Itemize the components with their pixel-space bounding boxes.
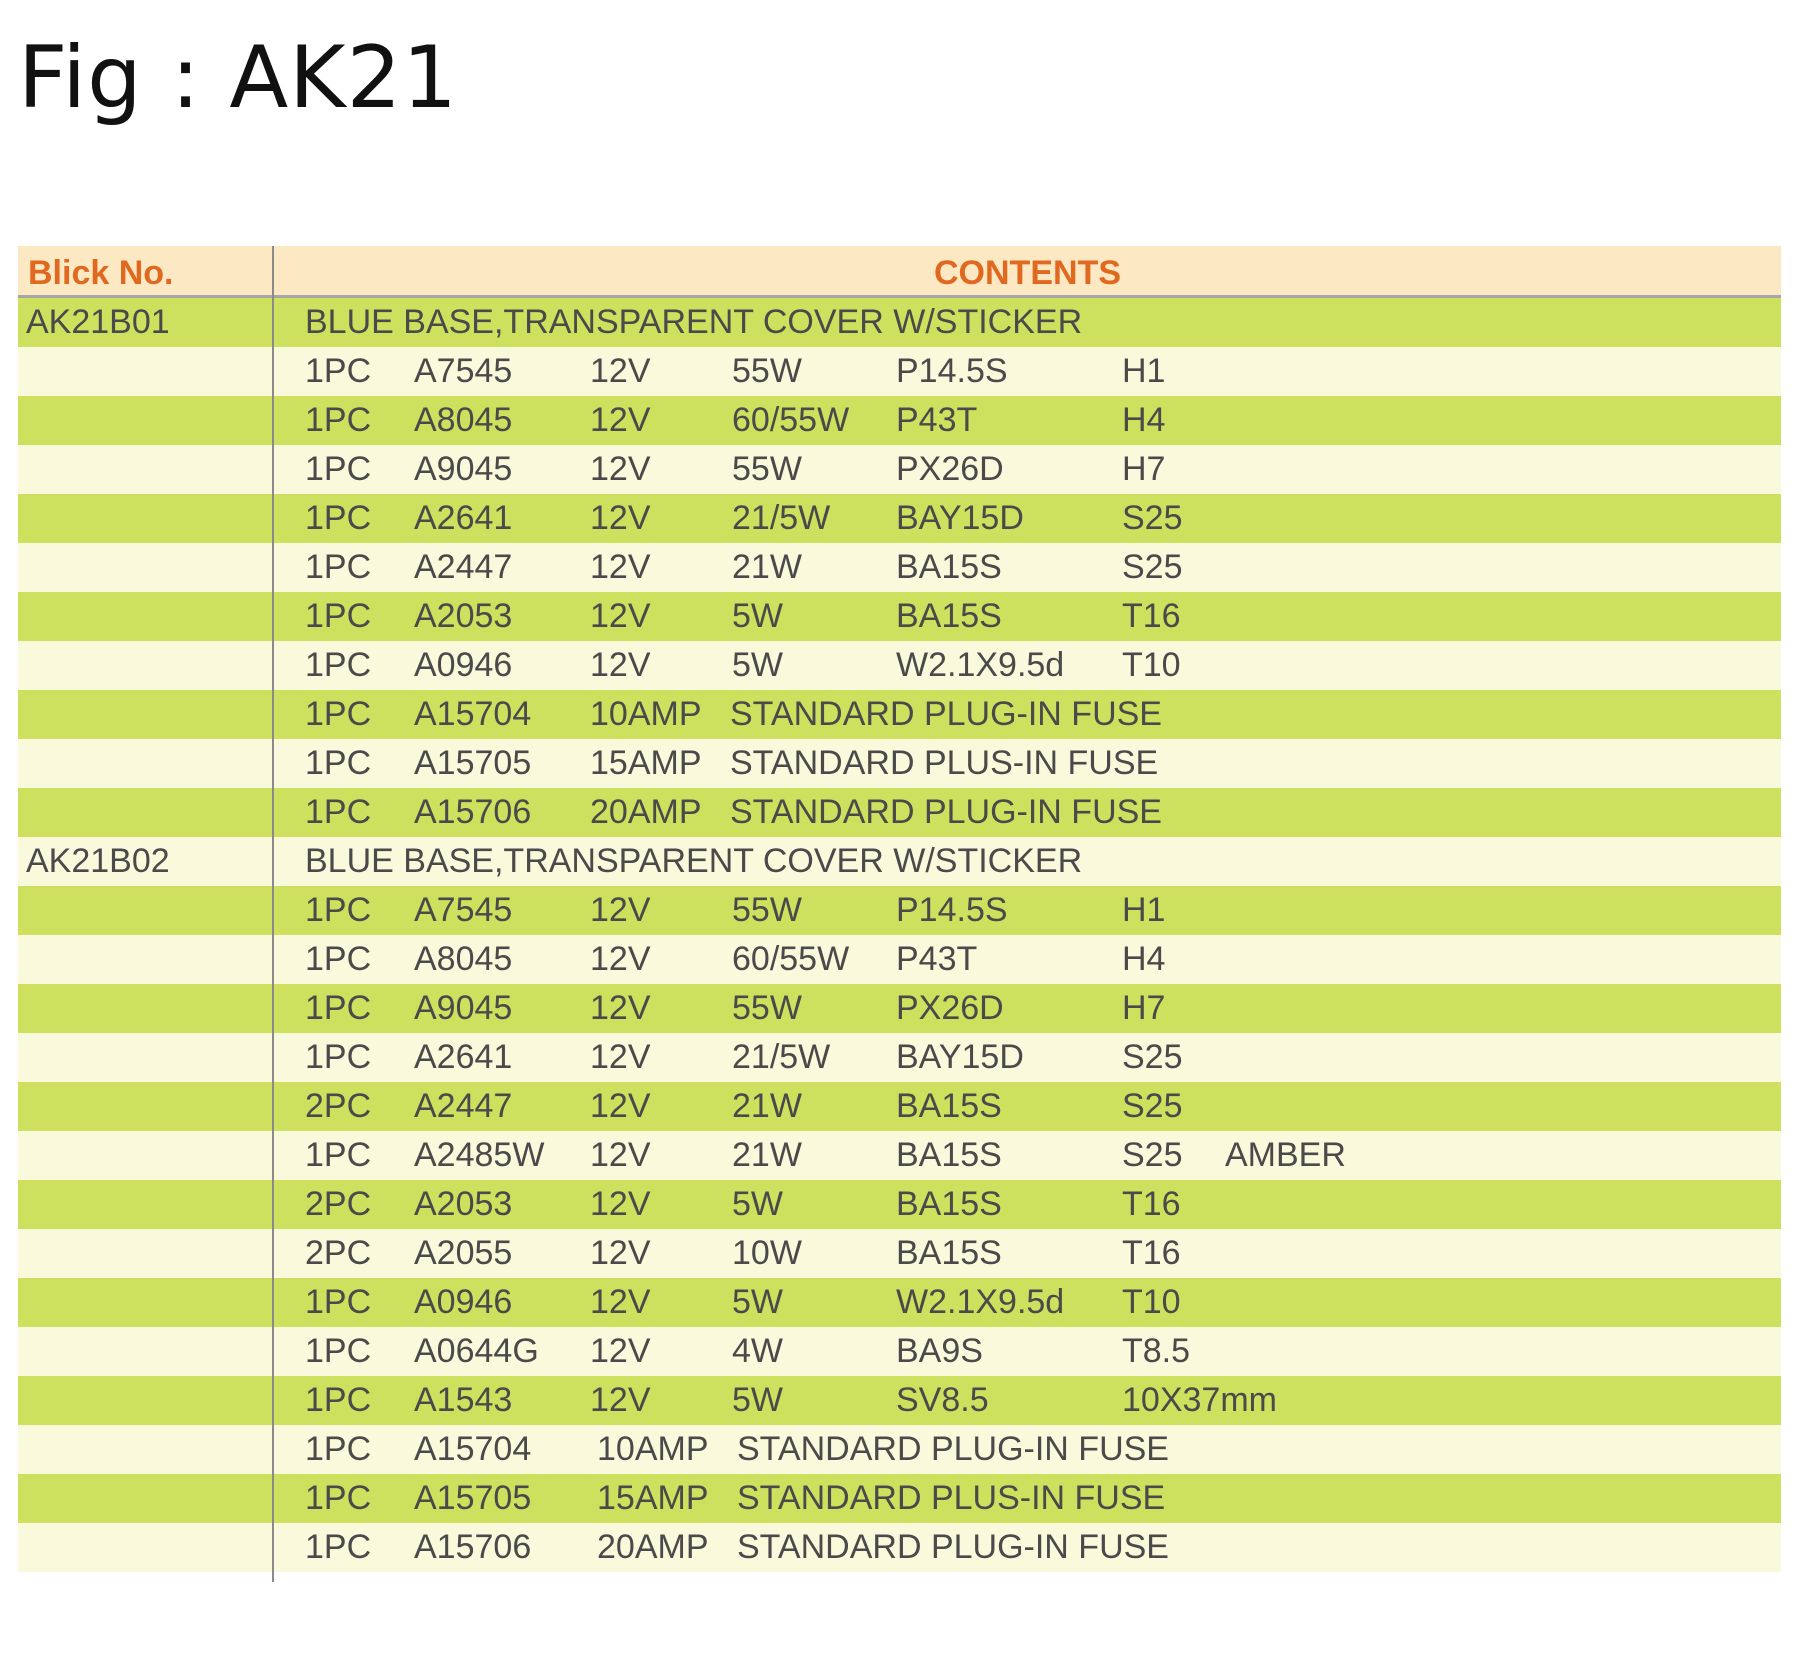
section-header-row [18, 837, 1781, 886]
item-qty: 1PC [305, 401, 372, 439]
item-code: A2447 [414, 1087, 513, 1125]
figure-title: Fig : AK21 [18, 28, 458, 128]
item-voltage: 12V [590, 401, 651, 439]
item-qty: 1PC [305, 450, 372, 488]
section-description: BLUE BASE,TRANSPARENT COVER W/STICKER [305, 303, 1083, 341]
item-type: T16 [1122, 597, 1181, 635]
item-wattage: 5W [732, 1283, 783, 1321]
item-voltage: 12V [590, 1381, 651, 1419]
table-row [18, 984, 1781, 1033]
fuse-code: A15704 [414, 695, 532, 733]
fuse-description: STANDARD PLUG-IN FUSE [730, 793, 1162, 831]
table-row [18, 1376, 1781, 1425]
item-voltage: 12V [590, 1283, 651, 1321]
item-code: A9045 [414, 989, 513, 1027]
item-code: A2641 [414, 499, 513, 537]
fuse-amperage: 20AMP [590, 793, 702, 831]
item-code: A2053 [414, 1185, 513, 1223]
table-row [18, 739, 1781, 788]
table-header [18, 246, 1781, 295]
item-qty: 1PC [305, 1332, 372, 1370]
item-voltage: 12V [590, 891, 651, 929]
fuse-description: STANDARD PLUS-IN FUSE [737, 1479, 1166, 1517]
item-voltage: 12V [590, 646, 651, 684]
item-qty: 1PC [305, 940, 372, 978]
item-code: A8045 [414, 940, 513, 978]
table-row [18, 886, 1781, 935]
item-type: H1 [1122, 891, 1166, 929]
fuse-amperage: 20AMP [597, 1528, 709, 1566]
item-type: S25 [1122, 499, 1183, 537]
fuse-code: A15706 [414, 1528, 532, 1566]
item-wattage: 5W [732, 1381, 783, 1419]
fuse-code: A15704 [414, 1430, 532, 1468]
item-base: BA15S [896, 548, 1002, 586]
table-row [18, 1474, 1781, 1523]
column-divider [272, 246, 274, 1582]
item-wattage: 4W [732, 1332, 783, 1370]
item-base: P43T [896, 940, 978, 978]
item-wattage: 5W [732, 646, 783, 684]
fuse-code: A15705 [414, 1479, 532, 1517]
item-type: H7 [1122, 989, 1166, 1027]
table-row [18, 1082, 1781, 1131]
fuse-qty: 1PC [305, 793, 372, 831]
fuse-amperage: 10AMP [597, 1430, 709, 1468]
item-type: H1 [1122, 352, 1166, 390]
item-base: BA15S [896, 597, 1002, 635]
item-wattage: 21W [732, 1136, 802, 1174]
item-base: PX26D [896, 450, 1004, 488]
item-wattage: 55W [732, 891, 802, 929]
header-contents: CONTENTS [934, 254, 1121, 292]
item-voltage: 12V [590, 548, 651, 586]
item-wattage: 55W [732, 989, 802, 1027]
item-base: W2.1X9.5d [896, 646, 1065, 684]
item-base: BA15S [896, 1087, 1002, 1125]
item-voltage: 12V [590, 1234, 651, 1272]
table-row [18, 1523, 1781, 1572]
item-voltage: 12V [590, 1087, 651, 1125]
item-code: A9045 [414, 450, 513, 488]
item-code: A2641 [414, 1038, 513, 1076]
item-type: H4 [1122, 940, 1166, 978]
item-base: P14.5S [896, 891, 1008, 929]
item-qty: 1PC [305, 646, 372, 684]
block-number: AK21B01 [26, 303, 170, 341]
item-type: H4 [1122, 401, 1166, 439]
table-row [18, 1229, 1781, 1278]
item-base: BAY15D [896, 1038, 1024, 1076]
item-code: A2053 [414, 597, 513, 635]
item-qty: 1PC [305, 1038, 372, 1076]
item-wattage: 5W [732, 597, 783, 635]
table-row [18, 1327, 1781, 1376]
item-voltage: 12V [590, 1332, 651, 1370]
item-extra: AMBER [1225, 1136, 1346, 1174]
item-code: A2485W [414, 1136, 545, 1174]
item-type: T16 [1122, 1234, 1181, 1272]
item-type: T16 [1122, 1185, 1181, 1223]
item-qty: 1PC [305, 989, 372, 1027]
item-base: BA15S [896, 1136, 1002, 1174]
item-code: A2447 [414, 548, 513, 586]
item-base: SV8.5 [896, 1381, 989, 1419]
table-row [18, 1180, 1781, 1229]
section-header-row [18, 298, 1781, 347]
item-wattage: 21W [732, 1087, 802, 1125]
contents-table [18, 246, 1781, 1572]
item-base: PX26D [896, 989, 1004, 1027]
item-wattage: 5W [732, 1185, 783, 1223]
fuse-qty: 1PC [305, 1528, 372, 1566]
item-qty: 2PC [305, 1234, 372, 1272]
fuse-amperage: 15AMP [590, 744, 702, 782]
item-wattage: 55W [732, 450, 802, 488]
item-voltage: 12V [590, 1185, 651, 1223]
table-row [18, 396, 1781, 445]
item-code: A7545 [414, 891, 513, 929]
table-row [18, 788, 1781, 837]
item-wattage: 21/5W [732, 499, 831, 537]
item-type: T10 [1122, 1283, 1181, 1321]
fuse-qty: 1PC [305, 744, 372, 782]
section-description: BLUE BASE,TRANSPARENT COVER W/STICKER [305, 842, 1083, 880]
item-voltage: 12V [590, 989, 651, 1027]
item-type: H7 [1122, 450, 1166, 488]
item-code: A7545 [414, 352, 513, 390]
item-code: A1543 [414, 1381, 513, 1419]
item-code: A2055 [414, 1234, 513, 1272]
fuse-description: STANDARD PLUS-IN FUSE [730, 744, 1159, 782]
item-base: BA15S [896, 1234, 1002, 1272]
item-voltage: 12V [590, 1136, 651, 1174]
fuse-code: A15706 [414, 793, 532, 831]
item-wattage: 21W [732, 548, 802, 586]
table-row [18, 690, 1781, 739]
item-wattage: 21/5W [732, 1038, 831, 1076]
table-row [18, 494, 1781, 543]
table-body [18, 298, 1781, 1572]
item-qty: 1PC [305, 352, 372, 390]
item-qty: 2PC [305, 1185, 372, 1223]
item-base: P43T [896, 401, 978, 439]
table-row [18, 641, 1781, 690]
item-type: T8.5 [1122, 1332, 1191, 1370]
fuse-amperage: 15AMP [597, 1479, 709, 1517]
item-voltage: 12V [590, 499, 651, 537]
item-code: A0644G [414, 1332, 539, 1370]
item-wattage: 60/55W [732, 940, 850, 978]
item-qty: 1PC [305, 597, 372, 635]
item-voltage: 12V [590, 940, 651, 978]
item-voltage: 12V [590, 450, 651, 488]
item-voltage: 12V [590, 597, 651, 635]
item-type: T10 [1122, 646, 1181, 684]
item-code: A8045 [414, 401, 513, 439]
fuse-code: A15705 [414, 744, 532, 782]
item-qty: 1PC [305, 891, 372, 929]
item-base: BAY15D [896, 499, 1024, 537]
table-row [18, 347, 1781, 396]
table-row [18, 1278, 1781, 1327]
item-code: A0946 [414, 1283, 513, 1321]
table-row [18, 1425, 1781, 1474]
fuse-qty: 1PC [305, 1430, 372, 1468]
table-row [18, 1033, 1781, 1082]
item-base: BA9S [896, 1332, 983, 1370]
fuse-description: STANDARD PLUG-IN FUSE [730, 695, 1162, 733]
table-row [18, 1131, 1781, 1180]
table-row [18, 935, 1781, 984]
item-qty: 1PC [305, 548, 372, 586]
item-base: P14.5S [896, 352, 1008, 390]
item-code: A0946 [414, 646, 513, 684]
item-qty: 1PC [305, 1381, 372, 1419]
fuse-amperage: 10AMP [590, 695, 702, 733]
table-row [18, 592, 1781, 641]
fuse-description: STANDARD PLUG-IN FUSE [737, 1430, 1169, 1468]
fuse-qty: 1PC [305, 695, 372, 733]
table-row [18, 445, 1781, 494]
item-wattage: 60/55W [732, 401, 850, 439]
item-type: S25 [1122, 1136, 1183, 1174]
item-wattage: 55W [732, 352, 802, 390]
item-qty: 1PC [305, 1136, 372, 1174]
item-type: 10X37mm [1122, 1381, 1277, 1419]
item-voltage: 12V [590, 1038, 651, 1076]
item-type: S25 [1122, 548, 1183, 586]
item-voltage: 12V [590, 352, 651, 390]
block-number: AK21B02 [26, 842, 170, 880]
item-type: S25 [1122, 1087, 1183, 1125]
item-base: BA15S [896, 1185, 1002, 1223]
item-type: S25 [1122, 1038, 1183, 1076]
fuse-description: STANDARD PLUG-IN FUSE [737, 1528, 1169, 1566]
header-block-no: Blick No. [28, 254, 174, 292]
item-qty: 1PC [305, 1283, 372, 1321]
item-wattage: 10W [732, 1234, 802, 1272]
table-row [18, 543, 1781, 592]
item-base: W2.1X9.5d [896, 1283, 1065, 1321]
item-qty: 2PC [305, 1087, 372, 1125]
item-qty: 1PC [305, 499, 372, 537]
fuse-qty: 1PC [305, 1479, 372, 1517]
